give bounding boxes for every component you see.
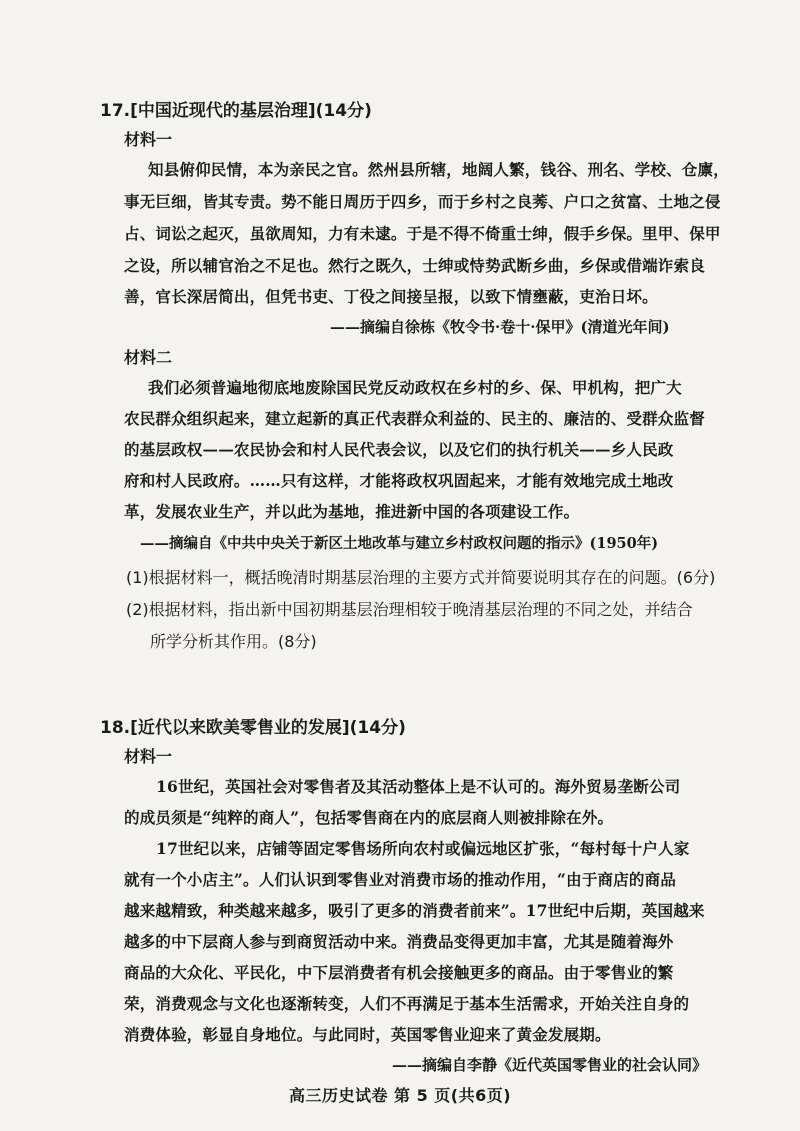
q17-m1-line: 事无巨细，皆其专责。势不能日周历于四乡，而于乡村之良莠、户口之贫富、土地之侵 bbox=[124, 192, 721, 211]
q18-m1-line: 16世纪，英国社会对零售者及其活动整体上是不认可的。海外贸易垄断公司 bbox=[156, 777, 681, 796]
q17-m2-line: 革，发展农业生产，并以此为基地，推进新中国的各项建设工作。 bbox=[124, 502, 580, 521]
q17-m2-line: 农民群众组织起来，建立起新的真正代表群众利益的、民主的、廉洁的、受群众监督 bbox=[124, 409, 705, 428]
q17-material-1-label: 材料一 bbox=[124, 130, 173, 149]
q18-m1-line: 就有一个小店主”。人们认识到零售业对消费市场的推动作用，“由于商店的商品 bbox=[124, 870, 677, 889]
q17-m2-line: 我们必须普遍地彻底地废除国民党反动政权在乡村的乡、保、甲机构，把广大 bbox=[148, 378, 682, 397]
q18-m1-line: 17世纪以来，店铺等固定零售场所向农村或偏远地区扩张，“每村每十户人家 bbox=[156, 839, 690, 858]
question-18-title: 18.[近代以来欧美零售业的发展](14分) bbox=[100, 718, 406, 738]
q17-m1-source: ——摘编自徐栋《牧令书·卷十·保甲》(清道光年间) bbox=[330, 318, 670, 336]
q18-material-1-label: 材料一 bbox=[124, 747, 173, 766]
q17-subquestion-2-cont: 所学分析其作用。(8分) bbox=[150, 632, 317, 651]
q17-material-2-label: 材料二 bbox=[124, 348, 173, 367]
q18-m1-source: ——摘编自李静《近代英国零售业的社会认同》 bbox=[392, 1056, 708, 1074]
q17-m2-source: ——摘编自《中共中央关于新区土地改革与建立乡村政权问题的指示》(1950年) bbox=[140, 535, 659, 552]
q17-subquestion-2: (2)根据材料，指出新中国初期基层治理相较于晚清基层治理的不同之处，并结合 bbox=[126, 600, 693, 619]
q17-subquestion-1: (1)根据材料一，概括晚清时期基层治理的主要方式并简要说明其存在的问题。(6分) bbox=[126, 568, 716, 587]
q17-m1-line: 之设，所以辅官治之不足也。然行之既久，士绅或恃势武断乡曲，乡保或借端诈索良 bbox=[124, 256, 705, 275]
q18-m1-line: 的成员须是“纯粹的商人”，包括零售商在内的底层商人则被排除在外。 bbox=[124, 808, 614, 827]
q17-m2-line: 府和村人民政府。……只有这样，才能将政权巩固起来，才能有效地完成土地改 bbox=[124, 471, 674, 490]
q18-m1-line: 消费体验，彰显自身地位。与此同时，英国零售业迎来了黄金发展期。 bbox=[124, 1025, 611, 1044]
q17-m1-line: 善，官长深居简出，但凭书吏、丁役之间接呈报，以致下情壅蔽，吏治日坏。 bbox=[124, 287, 658, 306]
page-footer: 高三历史试卷 第 5 页(共6页) bbox=[288, 1086, 512, 1105]
q17-m1-line: 知县俯仰民情，本为亲民之官。然州县所辖，地阔人繁，钱谷、刑名、学校、仓廪， bbox=[148, 160, 729, 179]
q17-m1-line: 占、词讼之起灭，虽欲周知，力有未逮。于是不得不倚重士绅，假手乡保。里甲、保甲 bbox=[124, 224, 721, 243]
q18-m1-line: 商品的大众化、平民化，中下层消费者有机会接触更多的商品。由于零售业的繁 bbox=[124, 963, 674, 982]
q18-m1-line: 荣，消费观念与文化也逐渐转变，人们不再满足于基本生活需求，开始关注自身的 bbox=[124, 994, 690, 1013]
q17-m2-line: 的基层政权——农民协会和村人民代表会议，以及它们的执行机关——乡人民政 bbox=[124, 440, 674, 459]
question-17-title: 17.[中国近现代的基层治理](14分) bbox=[100, 101, 372, 121]
q18-m1-line: 越多的中下层商人参与到商贸活动中来。消费品变得更加丰富，尤其是随着海外 bbox=[124, 932, 674, 951]
q18-m1-line: 越来越精致，种类越来越多，吸引了更多的消费者前来”。17世纪中后期，英国越来 bbox=[124, 901, 705, 920]
